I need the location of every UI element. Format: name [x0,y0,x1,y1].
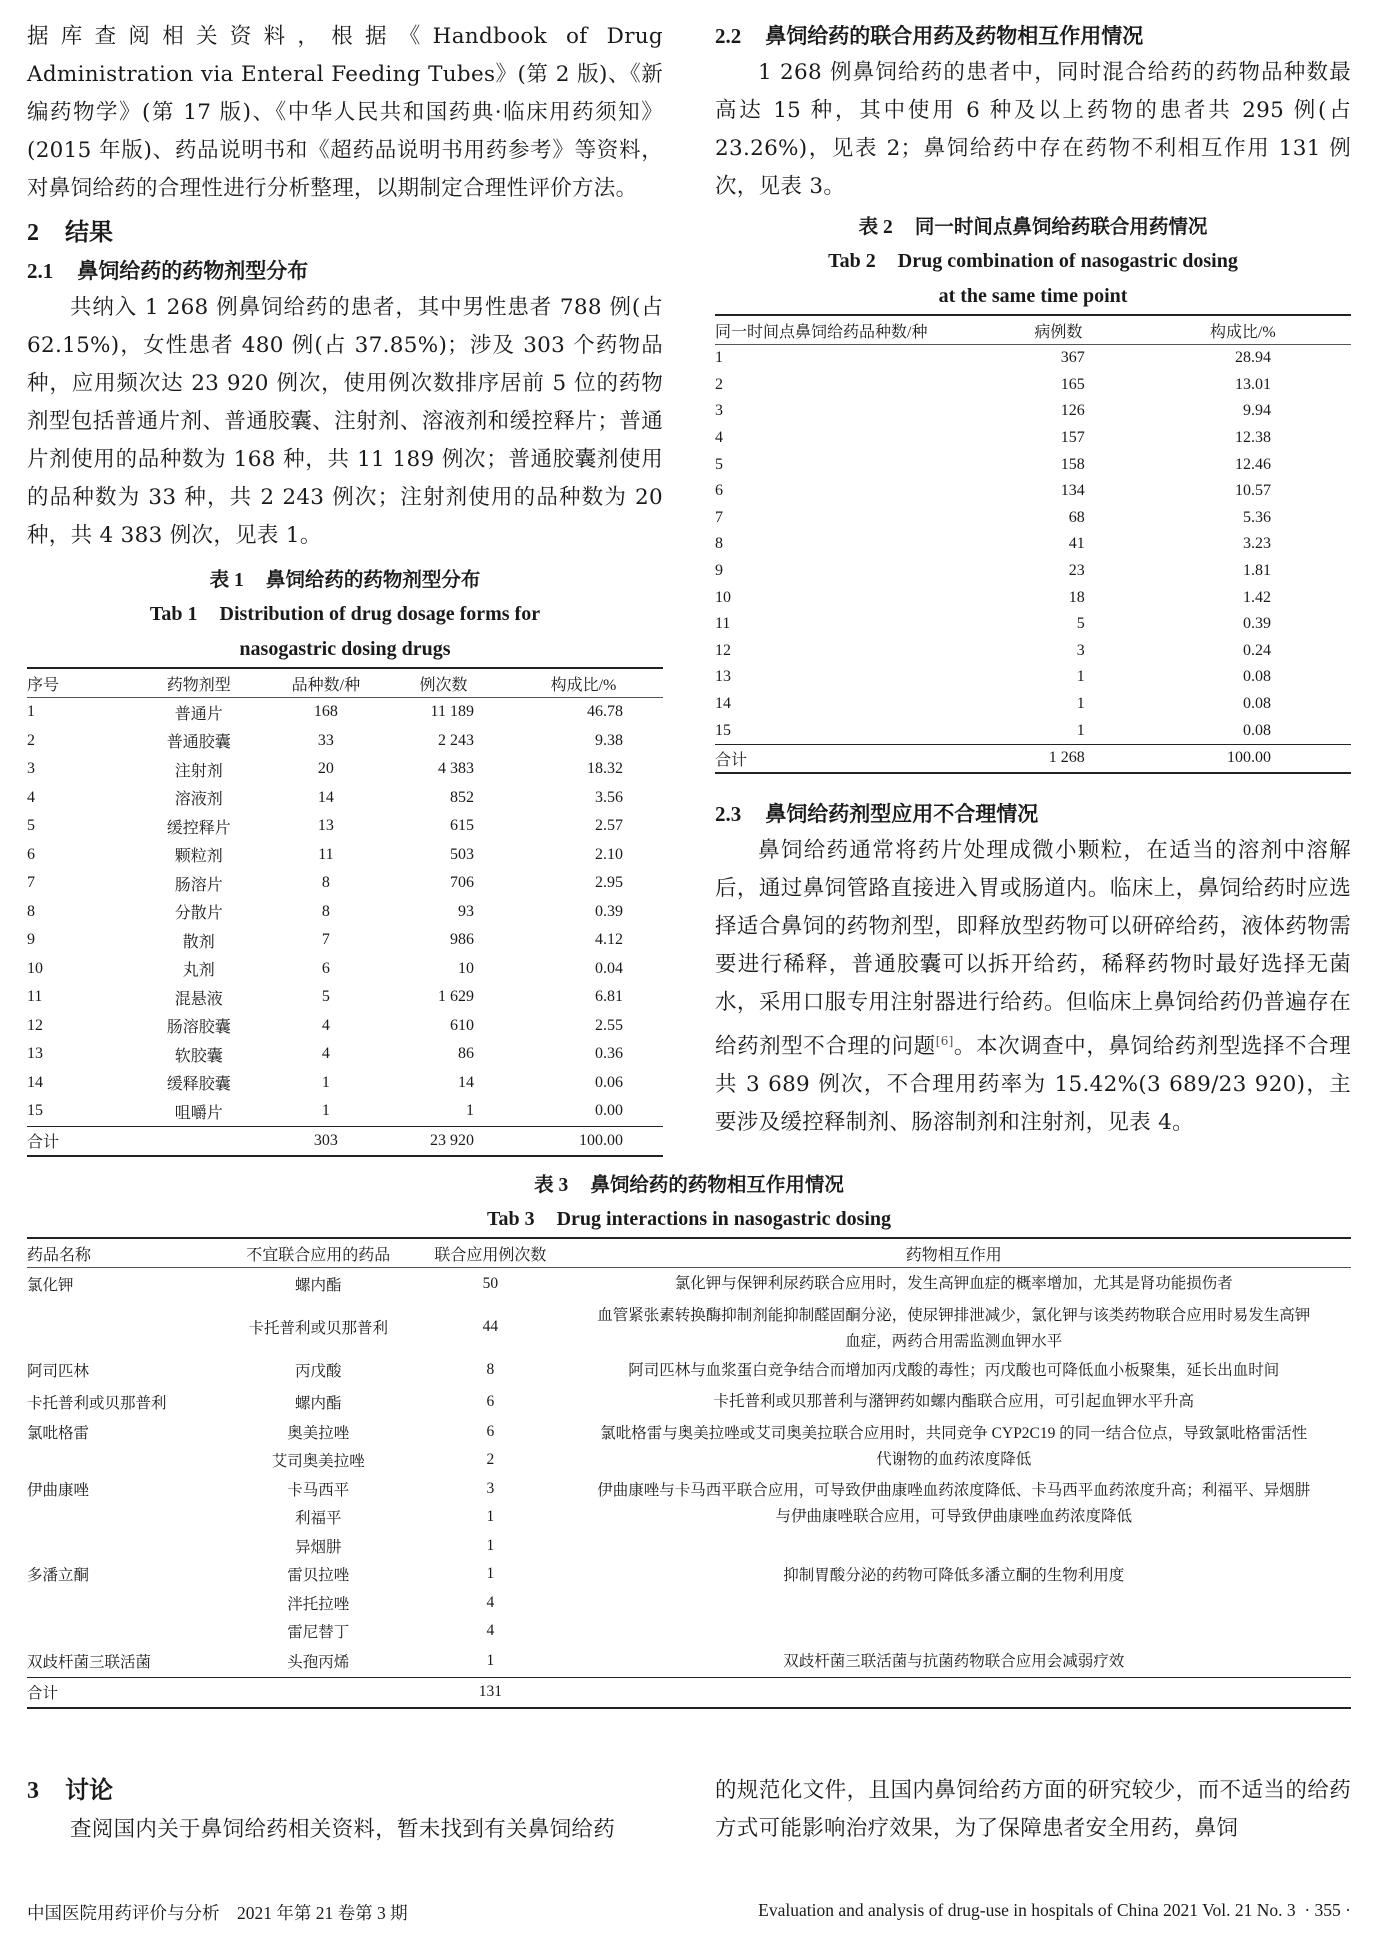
table-cell: 4 [715,429,723,447]
paragraph-text: 鼻饲给药通常将药片处理成微小颗粒，在适当的溶剂中溶解后，通过鼻饲管路直接进入胃或肠道内。临床上，鼻饲给药时应选择适合鼻饲的药物剂型，即释放型药物可以研碎给药，液体药物需要进行稀释，普通胶囊可以拆开给药，稀释药物时最好选择无菌水，采用口服专用注射器进行给药。但临床上鼻饲给药仍普遍存在给药剂型不合理的问题 [715,837,1351,1059]
citation-reference[interactable]: [6] [935,1033,954,1048]
paragraph-text: 。本次调查中，鼻饲给药剂型选择不合理共 3 689 例次，不合理用药率为 15.42%(3 689/23 920)，主要涉及缓控释制剂、肠溶制剂和注射剂，见表 4。 [715,1033,1351,1135]
table-cell: 肠溶片 [174,876,223,894]
contraindicated-drug-cell: 雷贝拉唑 [287,1567,350,1585]
section-2-2-heading [715,18,1351,54]
table-cell: 0.08 [1243,721,1271,739]
interaction-description-cell: 抑制胃酸分泌的药物可降低多潘立酮的生物利用度 [783,1567,1125,1584]
table-row [715,425,1351,452]
table-cell: 12 [27,1016,43,1034]
table-cell [129,1126,269,1156]
table-cell: 5 [27,817,35,835]
table-cell: 颗粒剂 [174,848,223,866]
footer-journal-cn: 中国医院用药评价与分析 2021 年第 21 卷第 3 期 [27,1903,408,1923]
table-row [715,398,1351,425]
table-cell: 1 [27,703,35,721]
combination-count-cell: 6 [486,1392,495,1410]
table-cell: 10.57 [1235,482,1271,500]
contraindicated-drug-cell: 异烟肼 [295,1538,342,1556]
table-row [715,505,1351,532]
table-cell: 10 [27,959,43,977]
interaction-description-cell: 卡托普利或贝那普利与潴钾药如螺内酯联合应用，可引起血钾水平升高 [713,1393,1195,1410]
table-cell: 2.95 [595,874,623,892]
table-cell: 0.24 [1243,641,1271,659]
table3-caption-cn [27,1168,1351,1202]
table-cell: 4.12 [595,931,623,949]
table-row [27,1355,1351,1387]
section-3-heading [27,1770,663,1811]
table-cell: 165 [1060,375,1085,393]
section-3-paragraph-right: 的规范化文件，且国内鼻饲给药方面的研究较少，而不适当的给药方式可能影响治疗效果，为了保障患者安全用药，鼻饲 [715,1778,1351,1841]
section-title: 结果 [65,218,113,246]
table-cell: 1 [715,349,723,367]
table-total-row [27,1678,1351,1708]
table-total-row [715,744,1351,772]
table-cell: 158 [1060,455,1085,473]
table-cell: 28.94 [1235,349,1271,367]
table-row [27,926,663,955]
page-number: · 355 · [1304,1900,1351,1920]
table-cell: 8 [27,902,35,920]
section-number: 2.2 [715,24,742,48]
table-cell: 1 [321,1102,330,1120]
table-cell: 5.36 [1243,508,1271,526]
table-row [27,1097,663,1126]
table-cell: 1.42 [1243,588,1271,606]
caption-text: 鼻饲给药的药物相互作用情况 [590,1173,844,1196]
table-cell: 18 [1068,588,1085,606]
intro-paragraph: 据库查阅相关资料，根据《Handbook of Drug Administration via Enteral Feeding Tubes》(第 2 版)、《新编药物学》(第 17 版)、《中华人民共和国药典·临床用药须知》(2015 年版)、药品说明书和《超药品说明书用药参考》等资料，对鼻饲给药的合理性进行分析整理，以期制定合理性评价方法。 [27,24,663,201]
table-cell: 303 [313,1131,338,1149]
section-2-1-heading [27,253,663,289]
column-header: 序号 [27,676,60,694]
table-row [715,584,1351,611]
table-cell: 6.81 [595,988,623,1006]
combination-count-cell: 6 [486,1422,495,1440]
section-title: 鼻饲给药剂型应用不合理情况 [765,801,1039,826]
table-cell: 合计 [27,1134,60,1152]
table-cell: 11 [318,845,334,863]
table-cell: 5 [715,455,723,473]
section-3-paragraph-left: 查阅国内关于鼻饲给药相关资料，暂未找到有关鼻饲给药 [70,1817,616,1842]
table-row [27,1040,663,1069]
table-cell: 10 [715,588,731,606]
table-cell: 合计 [715,751,748,769]
caption-number: Tab 1 [149,603,198,625]
column-header: 药物相互作用 [905,1246,1002,1264]
right-column-top [715,18,1351,1142]
table-row [27,755,663,784]
table-cell: 8 [321,902,330,920]
table-cell: 7 [27,874,35,892]
table-cell: 普通片 [174,705,223,723]
table2-caption-en-line2: at the same time point [938,285,1128,307]
interaction-description-cell: 伊曲康唑与卡马西平联合应用，可导致伊曲康唑血药浓度降低、卡马西平血药浓度升高；利福平、异烟肼与伊曲康唑联合应用，可导致伊曲康唑血药浓度降低 [597,1481,1311,1525]
interaction-description-cell: 双歧杆菌三联活菌与抗菌药物联合应用会减弱疗效 [783,1652,1125,1670]
combination-count-cell: 8 [486,1361,495,1379]
drug-name-cell: 卡托普利或贝那普利 [27,1394,167,1412]
table-cell: 15 [715,721,731,739]
section-2-3-heading [715,796,1351,832]
contraindicated-drug-cell: 奥美拉唑 [287,1424,350,1442]
table-cell: 41 [1068,535,1085,553]
left-column-bottom [27,1770,663,1849]
table-row [27,1012,663,1041]
table-row [27,1268,1351,1300]
table-cell: 混悬液 [174,990,223,1008]
table-cell: 1.81 [1243,562,1271,580]
table-cell: 3 [715,402,723,420]
table-cell: 9.38 [595,731,623,749]
contraindicated-drug-cell: 利福平 [295,1510,342,1528]
column-header: 不宜联合应用的药品 [246,1246,391,1264]
caption-text: 鼻饲给药的药物剂型分布 [265,568,481,591]
table-cell: 6 [27,845,35,863]
table1-caption-cn [27,563,663,597]
table-cell: 46.78 [587,703,623,721]
drug-name-cell [27,1503,212,1532]
table-cell: 20 [317,760,334,778]
table-cell: 100.00 [1227,749,1271,767]
table-cell: 8 [715,535,723,553]
table-row [715,478,1351,505]
table-cell: 14 [317,788,334,806]
drug-name-cell [27,1589,212,1618]
table-row [27,1069,663,1098]
table-row [27,955,663,984]
table-cell: 0.39 [1243,615,1271,633]
caption-text: Drug combination of nasogastric dosing [897,250,1238,272]
table-row [27,1386,1351,1418]
table-cell: 14 [457,1073,474,1091]
table-cell: 126 [1060,402,1085,420]
table-cell: 6 [715,482,723,500]
table-row [27,698,663,727]
combination-count-cell: 4 [486,1593,495,1611]
table-cell: 134 [1060,482,1085,500]
table-cell: 7 [715,508,723,526]
right-column-bottom [715,1772,1351,1848]
table3 [27,1237,1351,1709]
table-row [27,898,663,927]
table-cell: 缓释胶囊 [166,1076,231,1094]
combination-count-cell: 4 [486,1622,495,1640]
interaction-description-cell: 血管紧张素转换酶抑制剂能抑制醛固酮分泌，使尿钾排泄减少，氯化钾与该类药物联合应用时易发生高钾血症，两药合用需监测血钾水平 [597,1306,1311,1350]
table-row [27,1646,1351,1678]
table-row [27,841,663,870]
table-cell: 2 [27,731,35,749]
caption-number: 表 3 [534,1175,569,1196]
drug-name-cell [27,1300,212,1355]
table-row [27,1560,1351,1589]
combination-count-cell: 3 [486,1479,495,1497]
table-cell: 2.55 [595,1016,623,1034]
table-header-row [715,315,1351,345]
table-cell: 0.36 [595,1045,623,1063]
table-cell: 23 [1068,562,1085,580]
table2-caption-cn [715,210,1351,244]
table-cell: 706 [449,874,474,892]
table-cell: 5 [321,988,330,1006]
drug-name-cell: 氯化钾 [27,1276,74,1294]
table-cell: 4 [321,1016,330,1034]
table-cell: 7 [321,931,330,949]
drug-name-cell [27,1617,212,1646]
section-2-2-paragraph: 1 268 例鼻饲给药的患者中，同时混合给药的药物品种数最高达 15 种，其中使用 6 种及以上药物的患者共 295 例(占 23.26%)，见表 2；鼻饲给药中存在药物不利相互作用 131 例次，见表 3。 [715,60,1351,199]
section-number: 3 [27,1778,39,1804]
table-cell: 13 [715,668,731,686]
table-cell: 丸剂 [182,962,215,980]
table-row [715,717,1351,744]
table-cell: 986 [449,931,474,949]
table-row [27,869,663,898]
table-cell: 5 [1076,615,1085,633]
column-header: 病例数 [1034,323,1083,341]
caption-text: Distribution of drug dosage forms for [219,603,541,625]
table-cell: 1 [1076,668,1085,686]
section-2-3-paragraph [715,832,1351,1142]
table-cell: 9.94 [1243,402,1271,420]
table-cell: 13 [27,1045,43,1063]
table-cell: 0.06 [595,1073,623,1091]
table-cell: 1 [1076,721,1085,739]
table-cell: 1 [465,1102,474,1120]
table-header-row [27,668,663,698]
table-row [715,638,1351,665]
contraindicated-drug-cell: 艾司奥美拉唑 [271,1453,365,1471]
table-row [27,983,663,1012]
table-cell: 852 [449,788,474,806]
table1-block [27,563,663,1157]
table-cell: 6 [321,959,330,977]
table-cell: 注射剂 [174,762,223,780]
table-cell: 18.32 [587,760,623,778]
table-cell: 9 [715,562,723,580]
table-row [715,558,1351,585]
table-cell: 13 [317,817,334,835]
table-cell: 13.01 [1235,375,1271,393]
table-cell: 1 629 [437,988,474,1006]
table-cell: 0.00 [595,1102,623,1120]
caption-text: 同一时间点鼻饲给药联合用药情况 [914,215,1208,238]
table-cell: 14 [27,1073,43,1091]
contraindicated-drug-cell: 丙戊酸 [295,1363,342,1381]
table-row [715,611,1351,638]
table3-caption-en [27,1202,1351,1237]
table-cell: 15 [27,1102,43,1120]
caption-number: 表 1 [209,570,244,591]
table-cell: 11 189 [430,703,474,721]
table-cell: 1 [321,1073,330,1091]
table-cell: 散剂 [182,933,215,951]
empty-cell [557,1678,1351,1708]
left-column-top [27,18,663,1157]
combination-count-cell: 1 [486,1508,495,1526]
footer-journal-en: Evaluation and analysis of drug-use in hospitals of China 2021 Vol. 21 No. 3 [758,1900,1296,1920]
table-cell: 12 [715,641,731,659]
table-cell: 4 [27,788,35,806]
table2 [715,314,1351,774]
table-cell: 咀嚼片 [174,1104,223,1122]
table2-block [715,210,1351,774]
table-cell: 2.57 [595,817,623,835]
table-row [715,691,1351,718]
table-cell: 131 [478,1683,502,1701]
table-total-row [27,1126,663,1156]
section-2-heading [27,212,663,253]
caption-text: Drug interactions in nasogastric dosing [556,1208,892,1230]
table-cell: 2.10 [595,845,623,863]
drug-name-cell: 双歧杆菌三联活菌 [27,1654,152,1672]
table-cell: 0.04 [595,959,623,977]
column-header: 构成比/% [1209,323,1276,341]
section-2-1-paragraph: 共纳入 1 268 例鼻饲给药的患者，其中男性患者 788 例(占 62.15%)，女性患者 480 例(占 37.85%)；涉及 303 个药物品种，应用频次达 23 920 例次，使用例次数排序居前 5 位的药物剂型包括普通片剂、普通胶囊、注射剂、溶液剂和缓控释片；普通片剂使用的品种数为 168 种，共 11 189 例次；普通胶囊剂使用的品种数为 33 种，共 2 243 例次；注射剂使用的品种数为 20 种，共 4 383 例次，见表 1。 [27,295,663,548]
table-cell: 3.56 [595,788,623,806]
table-cell: 缓控释片 [166,819,231,837]
table2-caption-en [715,244,1351,279]
table-cell: 367 [1060,349,1085,367]
column-header: 例次数 [419,676,468,694]
table-row [27,1475,1351,1504]
table-cell: 10 [457,959,474,977]
caption-number: Tab 3 [486,1208,535,1230]
table-cell: 2 243 [437,731,474,749]
table-cell: 软胶囊 [174,1047,223,1065]
interaction-description-cell: 氯吡格雷与奥美拉唑或艾司奥美拉联合应用时，共同竞争 CYP2C19 的同一结合位点，导致氯吡格雷活性代谢物的血药浓度降低 [600,1424,1308,1468]
footer-right [758,1900,1351,1921]
combination-count-cell: 2 [486,1451,495,1469]
table1-caption-en-line2: nasogastric dosing drugs [239,638,451,660]
table-cell: 11 [27,988,43,1006]
combination-count-cell: 1 [486,1536,495,1554]
table-cell: 分散片 [174,905,223,923]
caption-number: Tab 2 [828,250,876,272]
drug-name-cell: 氯吡格雷 [27,1424,90,1442]
table-row [715,664,1351,691]
contraindicated-drug-cell: 螺内酯 [295,1276,342,1294]
table-cell: 157 [1060,429,1085,447]
table-cell: 14 [715,695,731,713]
table-cell: 合计 [27,1685,59,1703]
contraindicated-drug-cell: 头孢丙烯 [287,1654,350,1672]
drug-name-cell [27,1532,212,1561]
table-cell: 23 920 [429,1131,474,1149]
column-header: 联合应用例次数 [434,1246,547,1264]
column-header: 药物剂型 [166,676,231,694]
table-cell: 12.38 [1235,429,1271,447]
table-cell: 1 268 [1048,749,1085,767]
caption-number: 表 2 [858,217,893,238]
table-cell: 168 [313,703,338,721]
interaction-description-cell: 氯化钾与保钾利尿药联合应用时，发生高钾血症的概率增加，尤其是肾功能损伤者 [674,1275,1233,1292]
column-header: 同一时间点鼻饲给药品种数/种 [715,323,928,341]
table-cell: 86 [457,1045,474,1063]
contraindicated-drug-cell: 卡托普利或贝那普利 [248,1320,389,1337]
table-cell: 503 [449,845,474,863]
table-cell: 肠溶胶囊 [166,1019,231,1037]
table-cell: 1 [1076,695,1085,713]
section-title: 鼻饲给药的联合用药及药物相互作用情况 [765,24,1144,48]
table3-block [27,1168,1351,1709]
table-cell: 33 [317,731,334,749]
table-cell: 100.00 [579,1131,623,1149]
table-cell: 610 [449,1016,474,1034]
section-number: 2.3 [715,801,742,826]
drug-name-cell: 阿司匹林 [27,1363,90,1381]
table-cell: 3 [27,760,35,778]
table1 [27,667,663,1157]
table-cell: 0.08 [1243,695,1271,713]
table-row [715,372,1351,399]
column-header: 构成比/% [550,676,617,694]
section-number: 2.1 [27,259,54,283]
interaction-description-cell: 阿司匹林与血浆蛋白竞争结合而增加丙戊酸的毒性；丙戊酸也可降低血小板聚集，延长出血时间 [628,1361,1280,1379]
section-title: 鼻饲给药的药物剂型分布 [77,259,309,283]
table-cell: 4 383 [437,760,474,778]
drug-name-cell: 多潘立酮 [27,1567,90,1585]
table-cell: 93 [457,902,474,920]
combination-count-cell: 44 [482,1318,499,1335]
table-cell: 9 [27,931,35,949]
table-cell: 普通胶囊 [166,734,231,752]
table-row [27,727,663,756]
table-row [715,451,1351,478]
combination-count-cell: 1 [486,1652,495,1670]
table-cell: 615 [449,817,474,835]
column-header: 品种数/种 [291,676,361,694]
combination-count-cell: 1 [486,1565,495,1583]
table-cell: 溶液剂 [174,791,223,809]
contraindicated-drug-cell: 泮托拉唑 [287,1595,350,1613]
empty-cell [212,1678,424,1708]
table-cell: 4 [321,1045,330,1063]
drug-name-cell [27,1446,212,1475]
section-number: 2 [27,220,39,246]
table-cell: 0.08 [1243,668,1271,686]
contraindicated-drug-cell: 卡马西平 [287,1481,350,1499]
table1-caption-en [27,597,663,632]
table-cell: 3 [1076,641,1085,659]
table-cell: 3.23 [1243,535,1271,553]
table-row [27,784,663,813]
table-row [715,531,1351,558]
section-title: 讨论 [65,1776,113,1804]
table-cell: 0.39 [595,902,623,920]
table-cell: 2 [715,375,723,393]
table-cell: 11 [715,615,731,633]
column-header: 药品名称 [27,1246,92,1264]
contraindicated-drug-cell: 雷尼替丁 [287,1624,350,1642]
table-row [27,812,663,841]
table-row [715,345,1351,372]
contraindicated-drug-cell: 螺内酯 [295,1394,342,1412]
table-row [27,1418,1351,1447]
table-cell: 12.46 [1235,455,1271,473]
table-header-row [27,1238,1351,1268]
table-row [27,1300,1351,1355]
drug-name-cell: 伊曲康唑 [27,1481,90,1499]
table-cell: 68 [1068,508,1085,526]
table-cell: 8 [321,874,330,892]
combination-count-cell: 50 [482,1274,499,1292]
